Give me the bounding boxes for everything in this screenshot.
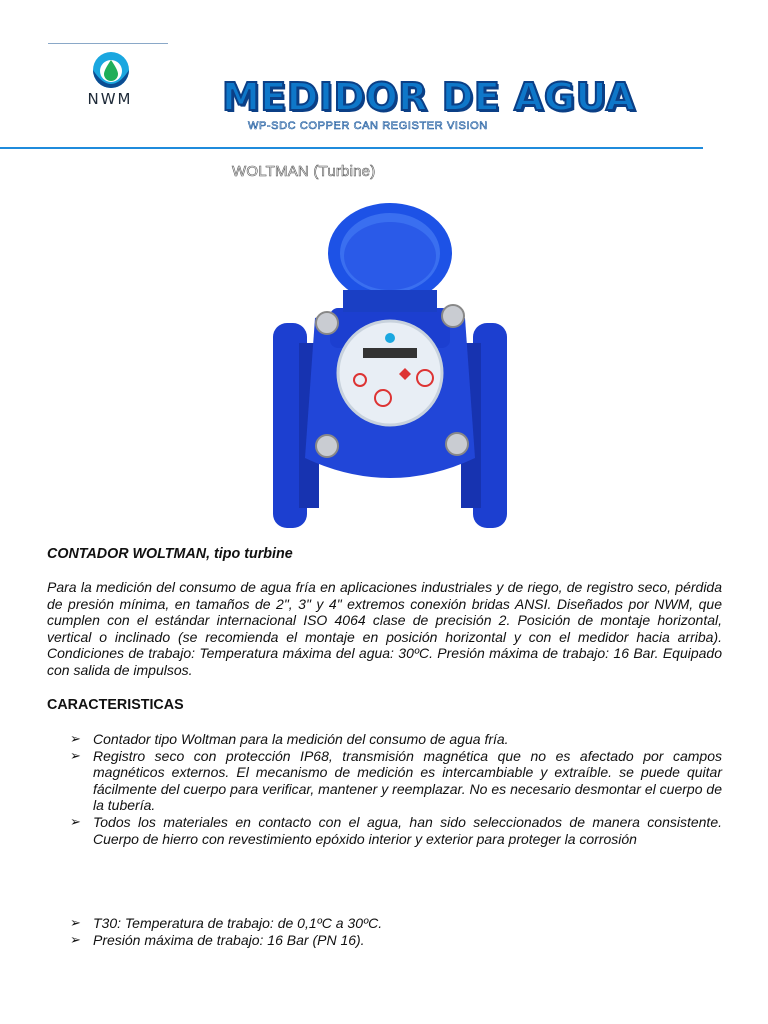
spec-text: Presión máxima de trabajo: 16 Bar (PN 16). (93, 931, 365, 948)
section-heading-caracteristicas: CARACTERISTICAS (47, 697, 184, 713)
document-subtitle: WP-SDC COPPER CAN REGISTER VISION (248, 120, 488, 132)
list-item (70, 915, 722, 932)
description-paragraph: Para la medición del consumo de agua fría en aplicaciones industriales y de riego, de registro seco, pérdida de presión mínima, en tamaños de 2", 3" y 4" extremos conexión bridas ANSI. Diseñados por NWM, que cumplen con el estándar internacional ISO 4064 clase de precisión 2. Posición de montaje horizontal, vertical o inclinado (se recomienda el montaje en posición horizontal y con el medidor hacia arriba). Condiciones de trabajo: Temperatura máxima del agua: 30ºC. Presión máxima de trabajo: 16 Bar. Equipado con salida de impulsos. (47, 579, 722, 678)
brand-name: NWM (87, 90, 133, 108)
header-top-line (48, 43, 168, 44)
document-title: MEDIDOR DE AGUA (222, 75, 636, 119)
arrow-bullet-icon: ➢ (70, 813, 81, 829)
product-name: WOLTMAN (Turbine) (232, 163, 376, 180)
feature-text: Contador tipo Woltman para la medición del consumo de agua fría. (93, 731, 509, 747)
arrow-bullet-icon: ➢ (70, 747, 81, 763)
arrow-bullet-icon: ➢ (70, 931, 81, 947)
features-list (70, 731, 722, 847)
section-heading-contador: CONTADOR WOLTMAN, tipo turbine (47, 546, 293, 562)
arrow-bullet-icon: ➢ (70, 915, 81, 930)
list-item (70, 731, 722, 748)
water-meter-image (265, 198, 515, 533)
feature-text: Todos los materiales en contacto con el agua, han sido seleccionados de manera consistente. Cuerpo de hierro con revestimiento epóxido interior y exterior para proteger la corrosión (93, 813, 722, 847)
list-item (70, 814, 722, 847)
specs-list (70, 915, 722, 948)
list-item (70, 932, 722, 949)
arrow-bullet-icon: ➢ (70, 731, 81, 746)
spec-text: T30: Temperatura de trabajo: de 0,1ºC a 30ºC. (93, 915, 383, 931)
feature-text: Registro seco con protección IP68, transmisión magnética que no es afectado por campos magnéticos externos. El mecanismo de medición es intercambiable y extraíble. se puede quitar fácilmente del cuerpo para verificar, mantener y reemplazar. No es necesario desmontar el cuerpo de la tubería. (93, 747, 722, 814)
list-item (70, 748, 722, 814)
header-rule (0, 147, 703, 149)
